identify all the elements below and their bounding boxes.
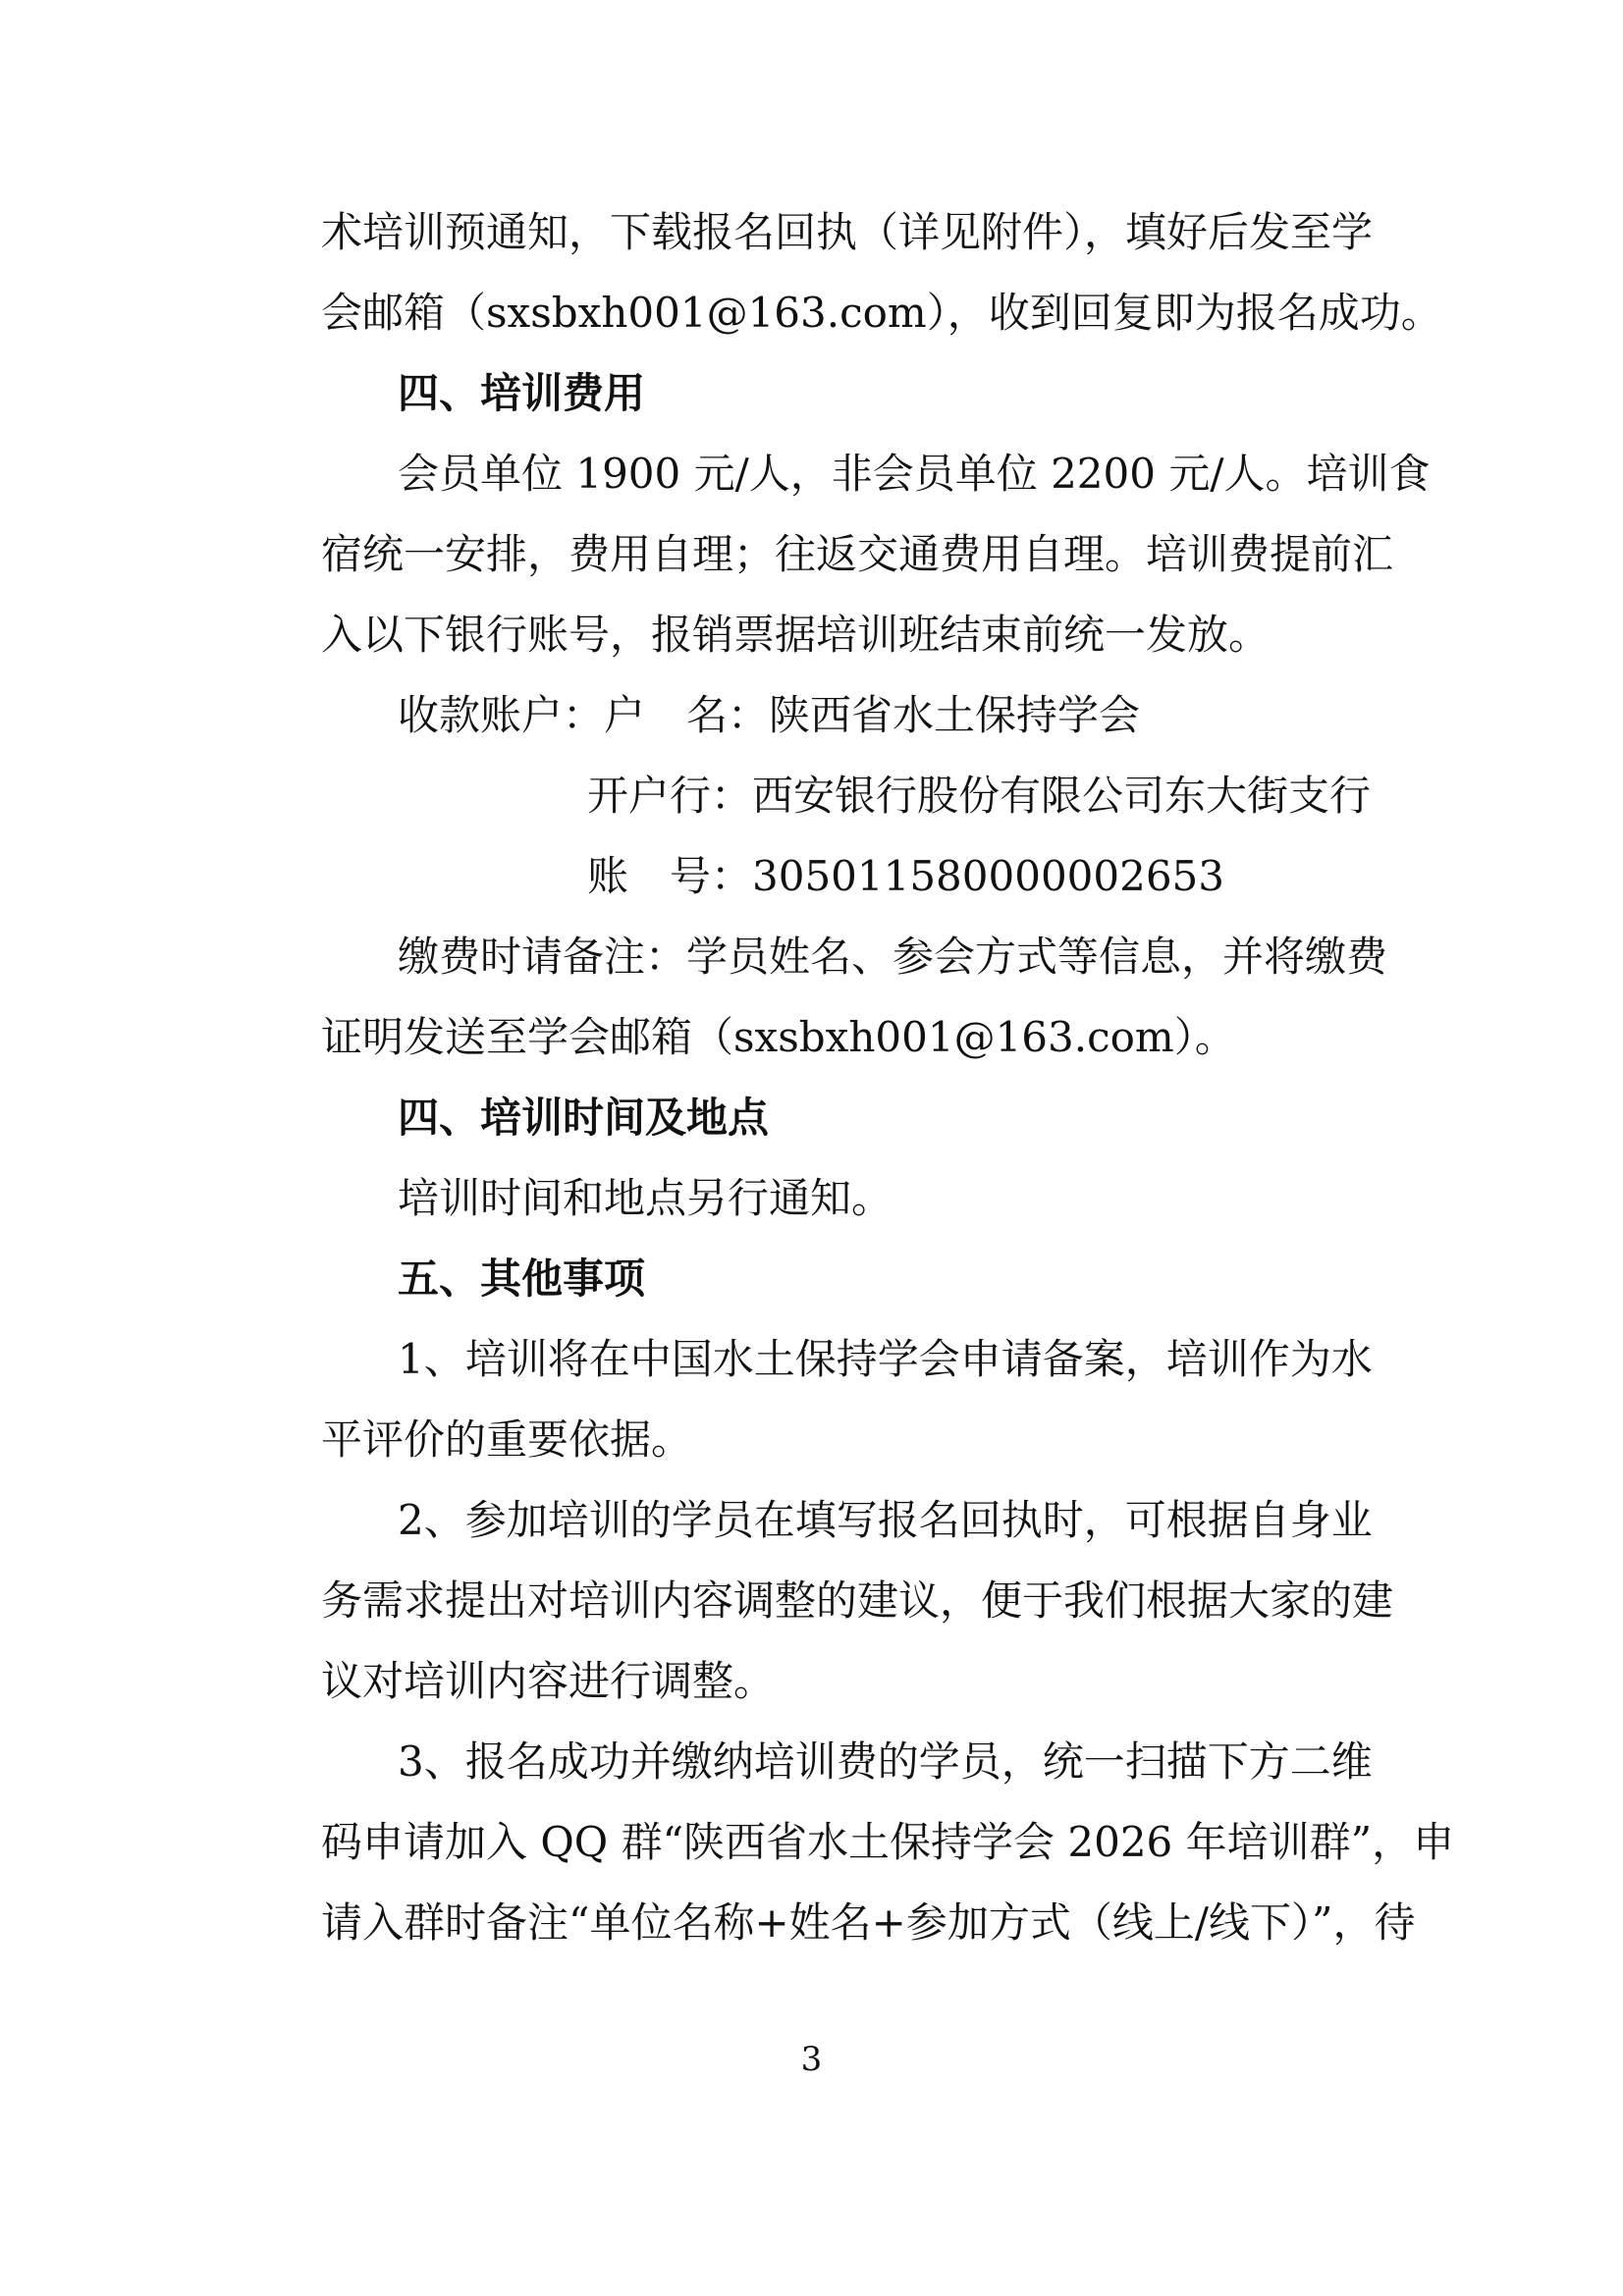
paragraph-line: 入以下银行账号，报销票据培训班结束前统一发放。: [321, 611, 1271, 659]
paragraph-line: 培训时间和地点另行通知。: [398, 1174, 893, 1222]
paragraph-line: 缴费时请备注：学员姓名、参会方式等信息，并将缴费: [398, 933, 1388, 981]
account-bank-line: 开户行：西安银行股份有限公司东大街支行: [587, 772, 1372, 820]
paragraph-line: 议对培训内容进行调整。: [321, 1657, 776, 1705]
paragraph-line: 平评价的重要依据。: [321, 1415, 693, 1464]
page-number: 3: [800, 2040, 823, 2079]
paragraph-line: 务需求提出对培训内容调整的建议，便于我们根据大家的建: [321, 1576, 1394, 1625]
account-number-line: 账 号：305011580000002653: [587, 852, 1224, 900]
paragraph-line: 3、报名成功并缴纳培训费的学员，统一扫描下方二维: [398, 1737, 1373, 1786]
paragraph-line: 证明发送至学会邮箱（sxsbxh001@163.com）。: [321, 1013, 1236, 1061]
paragraph-line: 码申请加入 QQ 群“陕西省水土保持学会 2026 年培训群”，申: [321, 1818, 1455, 1866]
paragraph-line: 请入群时备注“单位名称+姓名+参加方式（线上/线下）”，待: [321, 1898, 1416, 1947]
paragraph-line: 会邮箱（sxsbxh001@163.com），收到回复即为报名成功。: [321, 289, 1442, 337]
paragraph-line: 术培训预通知，下载报名回执（详见附件），填好后发至学: [321, 208, 1374, 256]
paragraph-line: 宿统一安排，费用自理；往返交通费用自理。培训费提前汇: [321, 530, 1394, 578]
paragraph-line: 会员单位 1900 元/人，非会员单位 2200 元/人。培训食: [398, 450, 1431, 498]
section-heading: 四、培训费用: [398, 369, 646, 417]
account-name-line: 收款账户：户 名：陕西省水土保持学会: [398, 691, 1141, 739]
section-heading: 五、其他事项: [398, 1255, 646, 1303]
paragraph-line: 1、培训将在中国水土保持学会申请备案，培训作为水: [398, 1335, 1373, 1383]
section-heading: 四、培训时间及地点: [398, 1094, 770, 1142]
paragraph-line: 2、参加培训的学员在填写报名回执时，可根据自身业: [398, 1496, 1373, 1544]
